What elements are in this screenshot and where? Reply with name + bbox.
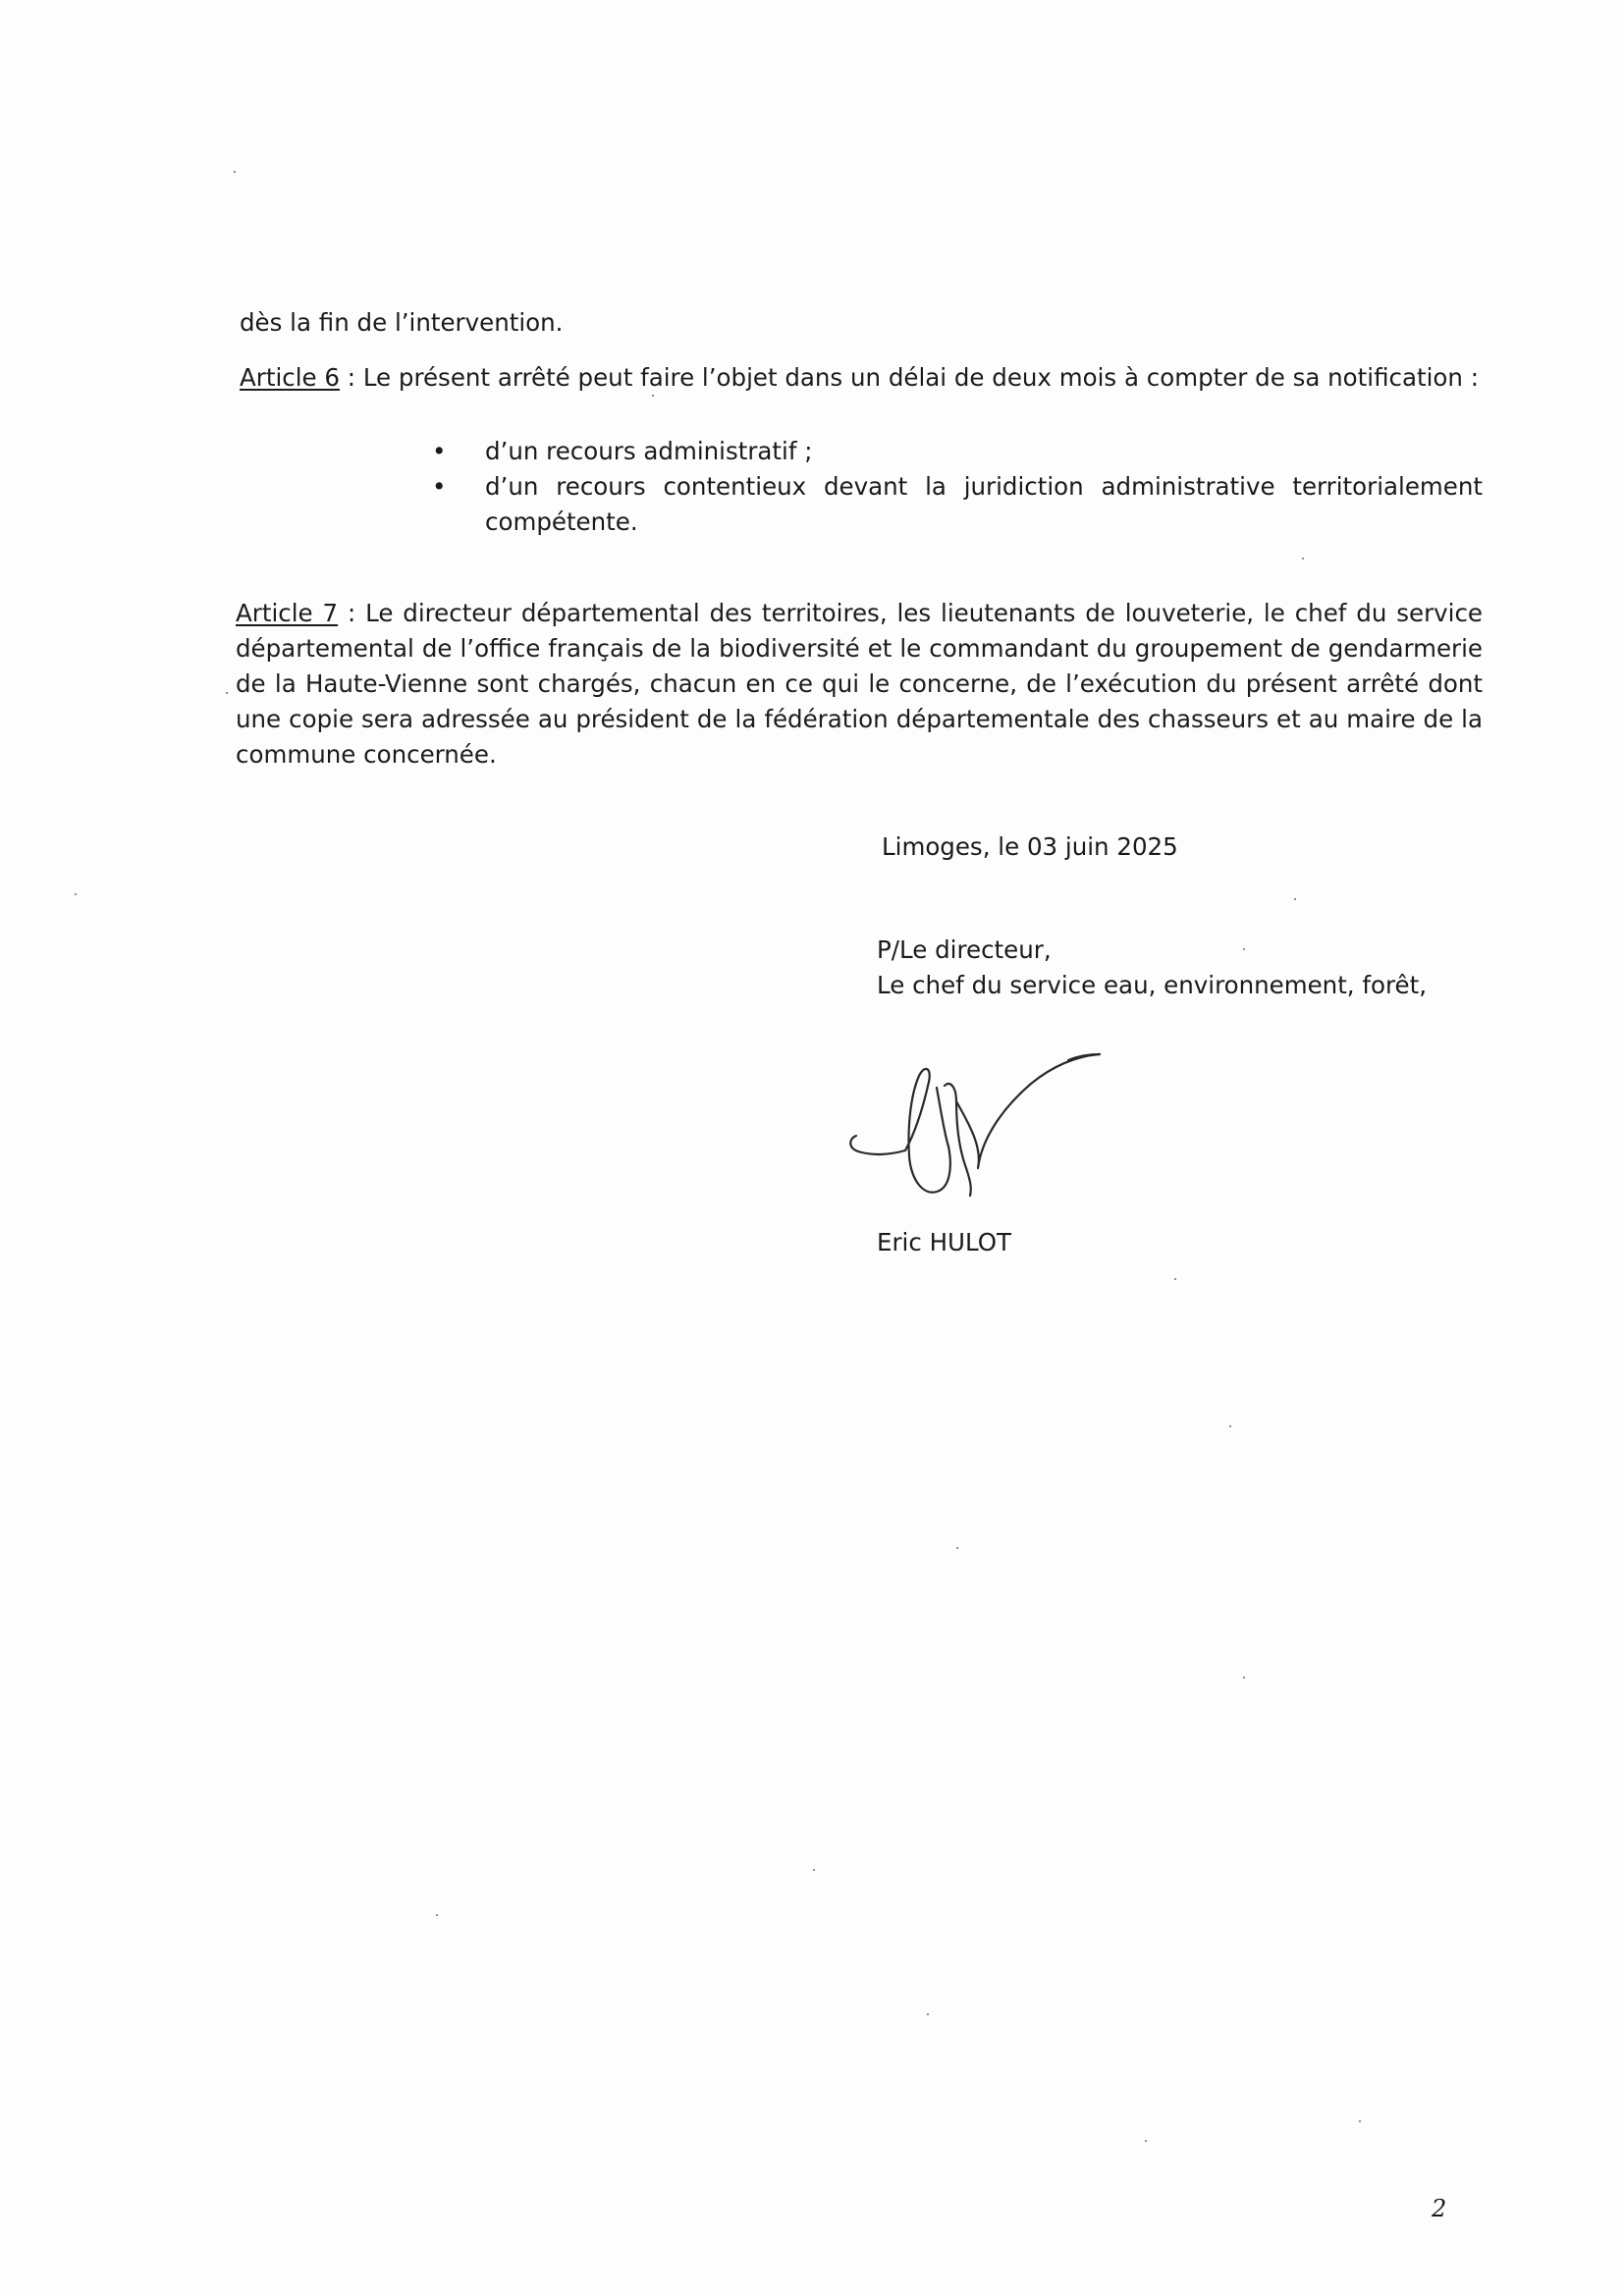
continuation-text: dès la fin de l’intervention. xyxy=(240,308,564,337)
place-date: Limoges, le 03 juin 2025 xyxy=(882,832,1178,861)
scan-speck xyxy=(234,171,236,173)
scan-speck xyxy=(1302,558,1304,560)
scan-speck xyxy=(956,1547,958,1549)
bullet-text: d’un recours administratif ; xyxy=(485,437,813,465)
scan-speck xyxy=(226,692,228,694)
scan-speck xyxy=(75,893,77,895)
article-7-label: Article 7 xyxy=(236,599,339,627)
scan-speck xyxy=(652,395,654,397)
article-7-paragraph xyxy=(236,596,1483,773)
scan-speck xyxy=(1243,948,1245,950)
list-item xyxy=(432,434,1483,469)
scan-speck xyxy=(1359,2120,1361,2122)
signatory-line-1: P/Le directeur, xyxy=(877,935,1052,964)
scan-speck xyxy=(1145,2140,1147,2142)
scan-speck xyxy=(1229,1425,1231,1427)
scan-speck xyxy=(927,2013,929,2015)
article-6-bullet-list xyxy=(432,434,1483,540)
scan-speck xyxy=(1294,898,1296,900)
scan-speck xyxy=(1174,1278,1176,1280)
bullet-icon: • xyxy=(432,437,447,465)
bullet-text: d’un recours contentieux devant la juridiction administrative territorialement compétente. xyxy=(485,472,1483,536)
page-number: 2 xyxy=(1432,2195,1447,2222)
signatory-name: Eric HULOT xyxy=(877,1228,1011,1256)
scan-speck xyxy=(1243,1677,1245,1679)
list-item xyxy=(432,469,1483,540)
article-7-text: : Le directeur départemental des territoires, les lieutenants de louveterie, le chef du service départemental de l’office français de la biodiversité et le commandant du groupement de gendarmerie de la Haute-Vienne sont chargés, chacun en ce qui le concerne, de l’exécution du présent arrêté dont une copie sera adressée au président de la fédération départementale des chasseurs et au maire de la commune concernée. xyxy=(236,599,1483,769)
article-6-label: Article 6 xyxy=(240,363,340,392)
article-6-paragraph xyxy=(240,360,1483,396)
bullet-icon: • xyxy=(432,472,447,501)
signatory-line-2: Le chef du service eau, environnement, forêt, xyxy=(877,971,1427,999)
scan-speck xyxy=(813,1869,815,1871)
article-6-text: : Le présent arrêté peut faire l’objet dans un délai de deux mois à compter de sa notification : xyxy=(339,363,1479,392)
handwritten-signature xyxy=(835,1041,1110,1217)
scan-speck xyxy=(436,1914,438,1916)
